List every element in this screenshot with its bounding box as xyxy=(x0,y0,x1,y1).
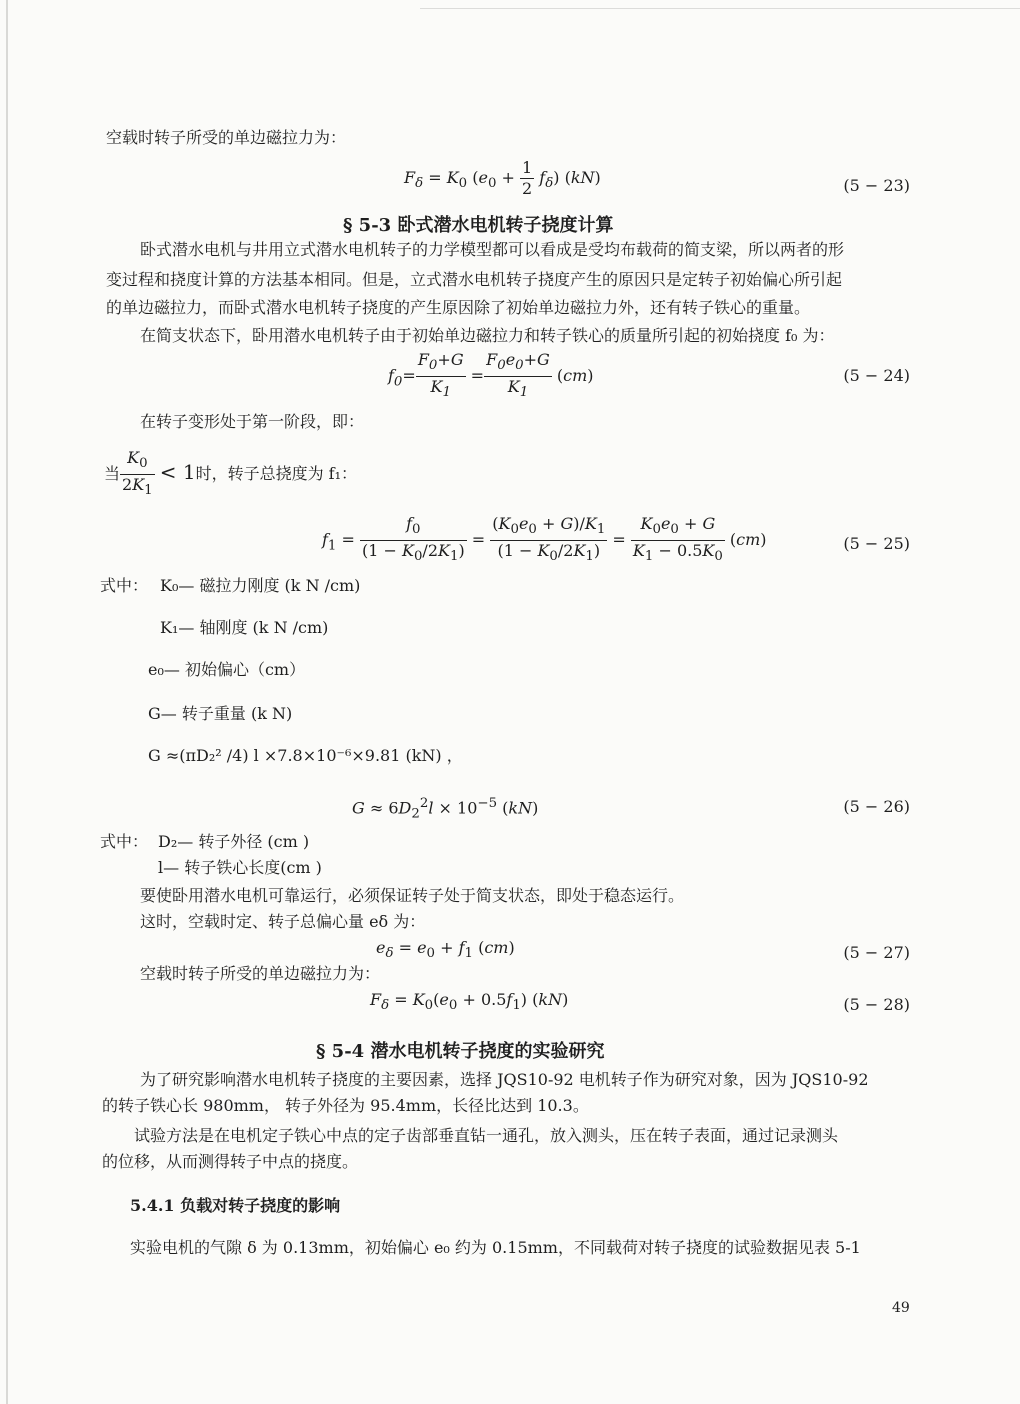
definition-k1: K₁— 轴刚度 (k N /cm) xyxy=(160,618,329,637)
text-line: 在转子变形处于第一阶段，即： xyxy=(140,412,365,431)
section-heading: § 5-3 卧式潜水电机转子挠度计算 xyxy=(343,215,614,236)
equation-5-28: $F_\delta = K_0(e_0 + 0.5f_1)$ (kN) xyxy=(370,990,569,1014)
definition-l: l— 转子铁心长度(cm ) xyxy=(158,858,322,877)
equation-number: (5 − 26) xyxy=(843,797,910,816)
definition-d2: D₂— 转子外径 (cm ) xyxy=(158,832,310,851)
definition-k0: K₀— 磁拉力刚度 (k N /cm) xyxy=(160,576,361,595)
text-line: 为了研究影响潜水电机转子挠度的主要因素，选择 JQS10-92 电机转子作为研究对象，因为 JQS10-92 xyxy=(140,1070,869,1089)
text-line: 的位移，从而测得转子中点的挠度。 xyxy=(102,1152,359,1171)
text-line: 在简支状态下，卧用潜水电机转子由于初始单边磁拉力和转子铁心的质量所引起的初始挠度 f₀ 为： xyxy=(140,326,835,345)
definition-e0: e₀— 初始偏心（cm） xyxy=(148,660,306,679)
text-line: 空载时转子所受的单边磁拉力为： xyxy=(106,128,347,147)
g-formula: G ≈(πD₂² /4) l ×7.8×10⁻⁶×9.81 (kN) ， xyxy=(148,746,463,765)
text-line: 实验电机的气隙 δ 为 0.13mm，初始偏心 e₀ 约为 0.15mm，不同载荷对转子挠度的试验数据见表 5-1 xyxy=(130,1238,861,1257)
text-line: 的转子铁心长 980mm， 转子外径为 95.4mm，长径比达到 10.3。 xyxy=(102,1096,589,1115)
text-line: 空载时转子所受的单边磁拉力为： xyxy=(140,964,381,983)
text-line: 变过程和挠度计算的方法基本相同。但是，立式潜水电机转子挠度产生的原因只是定转子初始偏心所引起 xyxy=(106,270,843,289)
text-line: 卧式潜水电机与井用立式潜水电机转子的力学模型都可以看成是受均布载荷的简支梁，所以两者的形 xyxy=(140,240,845,259)
text-line: 式中： xyxy=(100,832,149,851)
equation-number: (5 − 28) xyxy=(843,995,910,1014)
condition-suffix: 时，转子总挠度为 f₁： xyxy=(195,464,358,484)
text-line: 要使卧用潜水电机可靠运行，必须保证转子处于简支状态，即处于稳态运行。 xyxy=(140,886,685,905)
definition-g: G— 转子重量 (k N) xyxy=(148,704,293,723)
equation-number: (5 − 24) xyxy=(843,366,910,385)
subsection-heading: 5.4.1 负载对转子挠度的影响 xyxy=(130,1196,341,1215)
equation-5-23: $F_\delta = K_0$ ($e_0$ + $\frac{1}{2}$ $f_\delta$) (kN) xyxy=(404,158,601,198)
equation-5-25: $f_1$ = $\frac{f_0}{(1 - K_0/2K_1)}$ = $\frac{(K_0e_0 + G)/K_1}{(1 - K_0/2K_1)}$ = $\frac{K_0e_0 + G}{K_1 - 0.5K_0}$ (cm) xyxy=(322,514,767,565)
text-line: 试验方法是在电机定子铁心中点的定子齿部垂直钻一通孔，放入测头，压在转子表面，通过记录测头 xyxy=(134,1126,839,1145)
equation-number: (5 − 27) xyxy=(843,943,910,962)
scan-top-line xyxy=(420,8,1020,9)
scan-edge xyxy=(6,0,8,1404)
section-heading: § 5-4 潜水电机转子挠度的实验研究 xyxy=(316,1041,605,1062)
equation-number: (5 − 25) xyxy=(843,534,910,553)
text-line: 这时，空载时定、转子总偏心量 eδ 为： xyxy=(140,912,426,931)
equation-5-27: $e_\delta = e_0 + f_1$ (cm) xyxy=(376,938,515,962)
equation-5-24: $f_0=$ $\frac{F_0+G}{K_1}$ = $\frac{F_0e_0+G}{K_1}$ (cm) xyxy=(388,350,594,401)
condition-fraction: $\frac{K_0}{2K_1}$ xyxy=(122,448,153,499)
condition-prefix: 当 xyxy=(104,464,121,484)
condition-line: 当 $\frac{K_0}{2K_1}$ < 1时，转子总挠度为 f₁： xyxy=(104,448,357,501)
equation-5-26: $G \approx 6D_2^2l \times 10^{-5}$ (kN) xyxy=(352,796,539,822)
page-number: 49 xyxy=(892,1300,910,1316)
text-line: 式中： xyxy=(100,576,149,595)
equation-number: (5 − 23) xyxy=(843,176,910,195)
text-line: 的单边磁拉力，而卧式潜水电机转子挠度的产生原因除了初始单边磁拉力外，还有转子铁心的重量。 xyxy=(106,298,811,317)
